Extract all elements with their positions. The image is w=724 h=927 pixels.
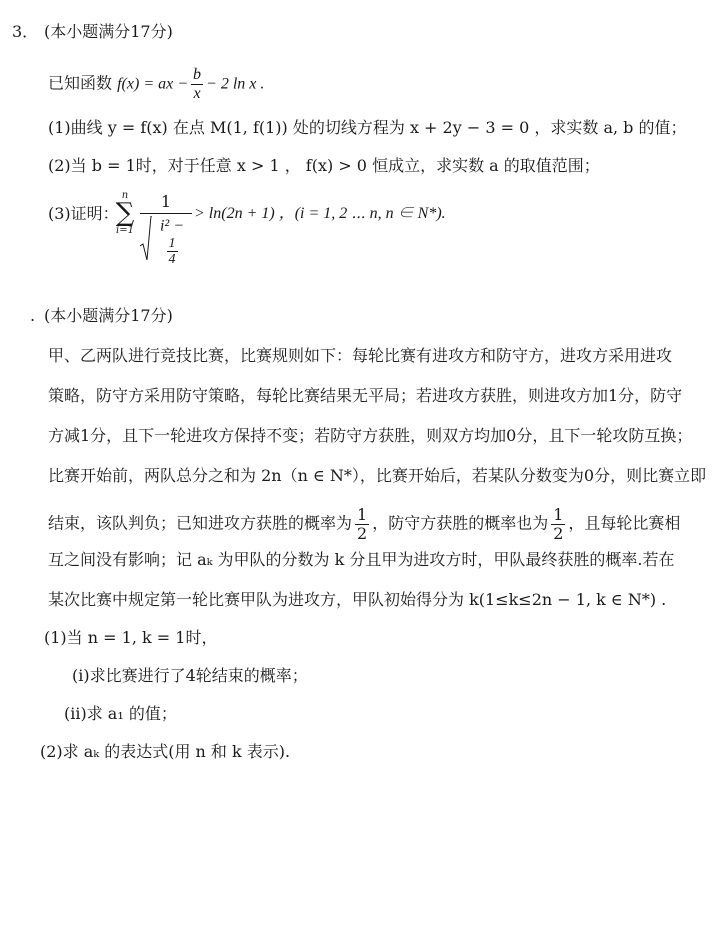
half-den: 2	[357, 523, 368, 543]
part-1: (1)当 n = 1, k = 1时，	[44, 628, 218, 647]
part-1-ii: (ii)求 a₁ 的值；	[64, 704, 177, 723]
statement-line-probability	[48, 506, 680, 542]
part-1-i: (i)求比赛进行了4轮结束的概率；	[72, 666, 308, 685]
part-3	[48, 204, 119, 223]
fraction-one-half	[355, 506, 369, 542]
summand-numerator: 1	[140, 192, 192, 214]
problem-19-mark: .	[30, 306, 36, 325]
text-segment: ，防守方获胜的概率也为	[372, 513, 549, 533]
problem-number: 3．	[12, 22, 39, 41]
text-segment: 结束，该队判负；已知进攻方获胜的概率为	[48, 513, 353, 533]
function-tail: − 2 ln x .	[206, 75, 265, 93]
intro-text: 已知函数	[48, 73, 113, 93]
part-3-label: (3)证明：	[48, 204, 119, 223]
fraction-denominator: x	[193, 84, 201, 102]
statement-line: 互之间没有影响；记 aₖ 为甲队的分数为 k 分且甲为进攻方时，甲队最终获胜的概率.若在	[48, 550, 675, 569]
function-definition	[48, 66, 264, 102]
summand-fraction	[140, 192, 192, 267]
half-den: 2	[553, 523, 564, 543]
part-2: (2)求 aₖ 的表达式(用 n 和 k 表示).	[40, 742, 291, 761]
text-segment: ，且每轮比赛相	[568, 513, 681, 533]
radical-icon	[140, 216, 152, 262]
fraction-numerator: b	[193, 66, 202, 83]
part-2: (2)当 b = 1时，对于任意 x > 1 ， f(x) > 0 恒成立，求实数 a 的取值范围；	[48, 156, 600, 175]
radical-fraction	[167, 236, 178, 268]
problem-header: (本小题满分17分)	[44, 22, 173, 41]
radical-frac-num: 1	[168, 235, 176, 251]
part-1: (1)曲线 y = f(x) 在点 M(1, f(1)) 处的切线方程为 x + 2y − 3 = 0 ，求实数 a, b 的值；	[48, 118, 687, 137]
statement-line: 甲、乙两队进行竞技比赛，比赛规则如下：每轮比赛有进攻方和防守方，进攻方采用进攻	[48, 346, 673, 365]
radical-body: i² −	[159, 217, 185, 235]
sum-upper-limit: n	[121, 190, 129, 201]
statement-line: 策略，防守方采用防守策略，每轮比赛结果无平局；若进攻方获胜，则进攻方加1分，防守	[48, 386, 683, 405]
statement-line: 比赛开始前，两队总分之和为 2n（n ∈ N*），比赛开始后，若某队分数变为0分，则比赛立即	[48, 466, 707, 485]
statement-line: 某次比赛中规定第一轮比赛甲队为进攻方，甲队初始得分为 k(1≤k≤2n − 1, k ∈ N*) .	[48, 590, 667, 609]
function-expression: f(x) = ax −	[117, 75, 189, 93]
fraction-b-over-x	[191, 66, 203, 102]
radical-frac-den: 4	[168, 251, 176, 267]
fraction-one-half	[551, 506, 565, 542]
half-num: 1	[357, 505, 368, 524]
sum-lower-limit: i=1	[116, 225, 134, 236]
problem-19-header: (本小题满分17分)	[44, 306, 173, 325]
statement-line: 方减1分，且下一轮进攻方保持不变；若防守方获胜，则双方均加0分，且下一轮攻防互换；	[48, 426, 693, 445]
summation	[114, 190, 136, 236]
part-3-tail: > ln(2n + 1) ，(i = 1, 2 ⋯ n, n ∈ N*).	[194, 205, 446, 222]
radical	[140, 214, 192, 267]
sum-sign: ∑	[115, 198, 135, 228]
half-num: 1	[553, 505, 564, 524]
